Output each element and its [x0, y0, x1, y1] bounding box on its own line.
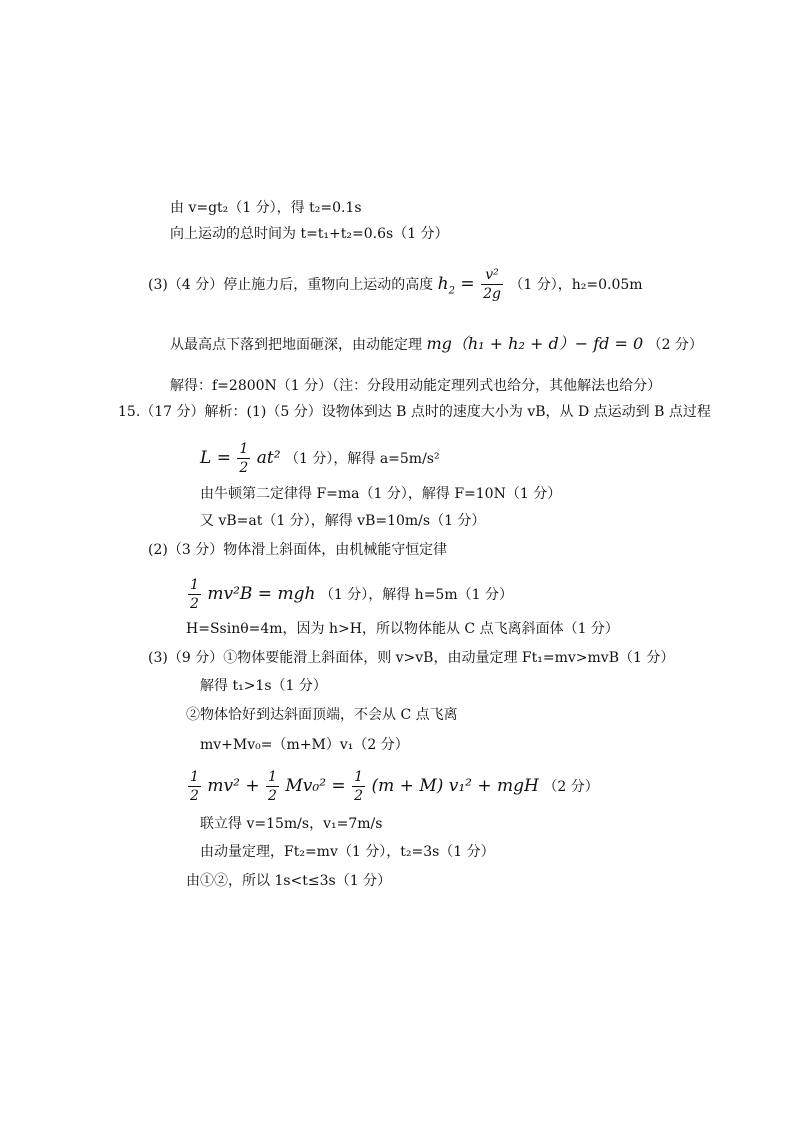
- text-line-7: L = $\frac{1}{2}$ at² （1 分），解得 a=5m/s²: [200, 441, 440, 476]
- text-line-16: mv+Mv₀=（m+M）v₁（2 分）: [200, 737, 409, 753]
- text-line-17: $\frac{1}{2}$ mv² + $\frac{1}{2}$ Mv₀² = $\frac{1}{2}$ (m + M) v₁² + mgH （2 分）: [190, 769, 599, 804]
- fraction: $\frac{1}{2}$: [190, 577, 199, 612]
- fraction: $\frac{1}{2}$: [354, 769, 364, 804]
- text-line-14: 解得 t₁>1s（1 分）: [200, 678, 327, 694]
- text-line-4: 从最高点下落到把地面砸深，由动能定理 mg（h₁ + h₂ + d）− fd = 0 （2 分）: [170, 334, 703, 353]
- text-line-15: ②物体恰好到达斜面顶端，不会从 C 点飞离: [186, 707, 458, 723]
- text-line-5: 解得：f=2800N（1 分）（注：分段用动能定理列式也给分，其他解法也给分）: [170, 378, 662, 394]
- text-line-11: $\frac{1}{2}$ mv²B = mgh （1 分），解得 h=5m（1 分）: [190, 577, 513, 612]
- text-line-2: 向上运动的总时间为 t=t₁+t₂=0.6s（1 分）: [170, 226, 449, 242]
- text-line-3: (3)（4 分）停止施力后，重物向上运动的高度 $h_2$ = $\frac{\text{v²}}{2g}$ （1 分），h₂=0.05m: [148, 267, 643, 302]
- formula-energy: mg（h₁ + h₂ + d）− fd = 0: [426, 334, 644, 353]
- text-line-13: (3)（9 分）①物体要能滑上斜面体，则 v>vB，由动量定理 Ft₁=mv>mvB（1 分）: [148, 650, 675, 666]
- text-line-12: H=Ssinθ=4m，因为 h>H，所以物体能从 C 点飞离斜面体（1 分）: [186, 621, 619, 637]
- text-line-20: 由①②，所以 1s<t≤3s（1 分）: [186, 873, 392, 889]
- text-line-9: 又 vB=at（1 分），解得 vB=10m/s（1 分）: [200, 513, 486, 529]
- text-line-19: 由动量定理，Ft₂=mv（1 分），t₂=3s（1 分）: [200, 844, 495, 860]
- text-line-18: 联立得 v=15m/s，v₁=7m/s: [200, 816, 383, 832]
- fraction: $\frac{1}{2}$: [190, 769, 199, 804]
- fraction: $\frac{\text{v²}}{2g}$: [483, 267, 501, 302]
- text-line-10: (2)（3 分）物体滑上斜面体，由机械能守恒定律: [148, 542, 448, 558]
- text-line-6: 15.（17 分）解析：(1)（5 分）设物体到达 B 点时的速度大小为 vB，从 D 点运动到 B 点过程: [118, 404, 711, 420]
- fraction: $\frac{1}{2}$: [239, 441, 249, 476]
- formula-h2: $h_2$ =: [437, 273, 475, 296]
- text-line-8: 由牛顿第二定律得 F=ma（1 分），解得 F=10N（1 分）: [200, 486, 562, 502]
- fraction: $\frac{1}{2}$: [268, 769, 277, 804]
- text-line-1: 由 v=gt₂（1 分），得 t₂=0.1s: [170, 200, 362, 216]
